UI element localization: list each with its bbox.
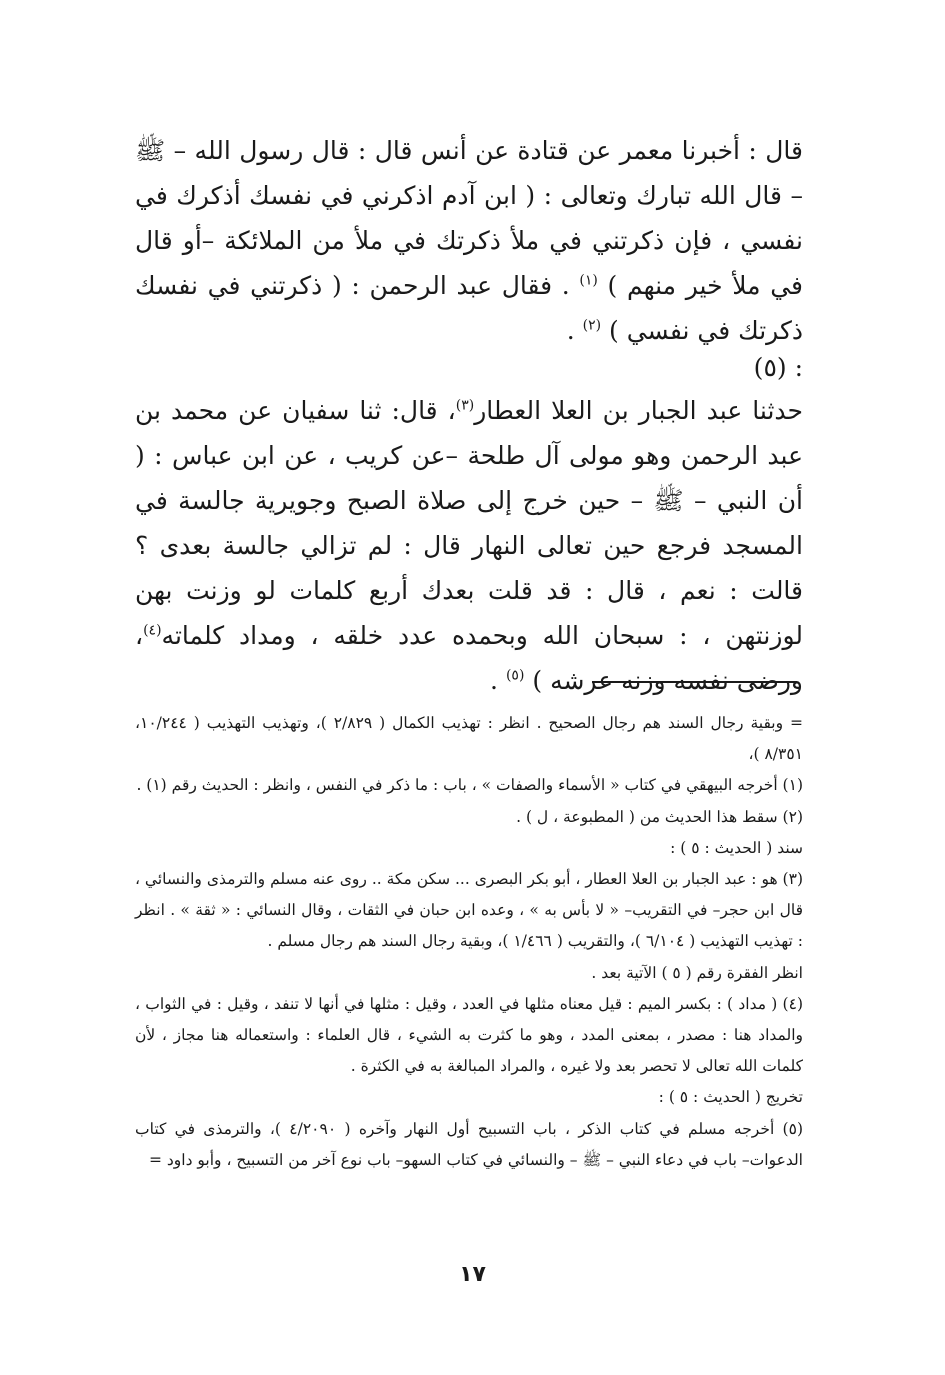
para5-text-a: حدثنا عبد الجبار بن العلا العطار — [474, 396, 803, 425]
footnote-continued: = وبقية رجال السند هم رجال الصحيح . انظر : تهذيب الكمال ( ٢/٨٢٩ )، وتهذيب التهذيب ( ١٠/٢٤٤، ٨/٣٥١ )، — [135, 714, 803, 764]
main-paragraph-5 — [135, 388, 803, 703]
footnote-1: (١) أخرجه البيهقي في كتاب « الأسماء والصفات » ، باب : ما ذكر في النفس ، وانظر : الحديث رقم (١) . — [136, 776, 803, 795]
footnote-sanad-heading: سند ( الحديث : ٥ ) : — [670, 838, 803, 857]
para5-text-b: ، قال: ثنا سفيان عن محمد بن عبد الرحمن وهو مولى آل طلحة –عن كريب ، عن ابن عباس : ( أن النبي – ﷺ – حين خرج إلى صلاة الصبح وجويرية جالسة في المسجد فرجع حين تعالى النهار قال : لم تزالي جالسة بعدى ؟ قالت : نعم ، قال : قد قلت بعدك أربع كلمات لو وزنت بهن لوزنتهن ، : سبحان الله وبحمده عدد خلقه ، ومداد كلماته — [135, 396, 803, 650]
hadith-number-label: : (٥) — [753, 353, 803, 382]
para5-text-c: ، ورضى نفسه وزنه عرشه ) — [135, 621, 803, 695]
main-paragraph-1 — [135, 128, 803, 353]
footnote-4: (٤) ( مداد ) : بكسر الميم : قيل معناه مثلها في العدد ، وقيل : مثلها في أنها لا تنفد ، وقيل : في الثواب ، والمداد هنا : مصدر ، بمعنى المدد ، وهو ما كثرت به الشيء ، قال العلماء : واستعماله هنا مجاز ، لأن كلمات الله تعالى لا تحصر بعد ولا غيره ، والمراد المبالغة به في الكثرة . — [135, 994, 803, 1076]
footnote-3-see-also: انظر الفقرة رقم ( ٥ ) الآتية بعد . — [591, 963, 803, 982]
footnote-2: (٢) سقط هذا الحديث من ( المطبوعة ، ل ) . — [516, 807, 803, 826]
para1-tail: . فقال عبد الرحمن : ( ذكرتني في نفسك ذكرتك في نفسي ) — [135, 271, 803, 345]
para1-end: . — [566, 316, 583, 345]
para1-text: قال : أخبرنا معمر عن قتادة عن أنس قال : قال رسول الله – ﷺ – قال الله تبارك وتعالى : ( ابن آدم اذكرني في نفسك أذكرك في نفسي ، فإن ذكرتني في ملأ ذكرتك في ملأ من الملائكة –أو قال في ملأ خير منهم ) — [135, 136, 803, 300]
footnote-ref-5[interactable]: (٥) — [505, 667, 525, 684]
footnote-5: (٥) أخرجه مسلم في كتاب الذكر ، باب التسبيح أول النهار وآخره ( ٤/٢٠٩٠ )، والترمذى في كتاب الدعوات– باب في دعاء النبي – ﷺ – والنسائي في كتاب السهو– باب نوع آخر من التسبيح ، وأبو داود = — [135, 1119, 803, 1169]
hadith-number-heading — [135, 345, 803, 390]
footnote-3: (٣) هو : عبد الجبار بن العلا العطار ، أبو بكر البصرى ... سكن مكة .. روى عنه مسلم والترمذى والنسائي ، قال ابن حجر– في التقريب– « لا بأس به » ، وعده ابن حبان في الثقات ، وقال النسائي : « ثقة » . انظر : تهذيب التهذيب ( ٦/١٠٤ )، والتقريب ( ١/٤٦٦ )، وبقية رجال السند هم رجال مسلم . — [135, 870, 803, 951]
para5-end: . — [490, 666, 506, 695]
footnote-ref-1[interactable]: (١) — [579, 272, 598, 289]
footnote-ref-4[interactable]: (٤) — [143, 622, 162, 639]
page-number: ١٧ — [459, 1262, 486, 1287]
footnote-divider — [592, 681, 797, 683]
footnotes-section — [135, 708, 803, 1176]
footnote-takhrij-heading: تخريج ( الحديث : ٥ ) : — [658, 1088, 803, 1107]
footnote-ref-2[interactable]: (٢) — [582, 317, 602, 334]
footnote-ref-3[interactable]: (٣) — [455, 397, 475, 414]
